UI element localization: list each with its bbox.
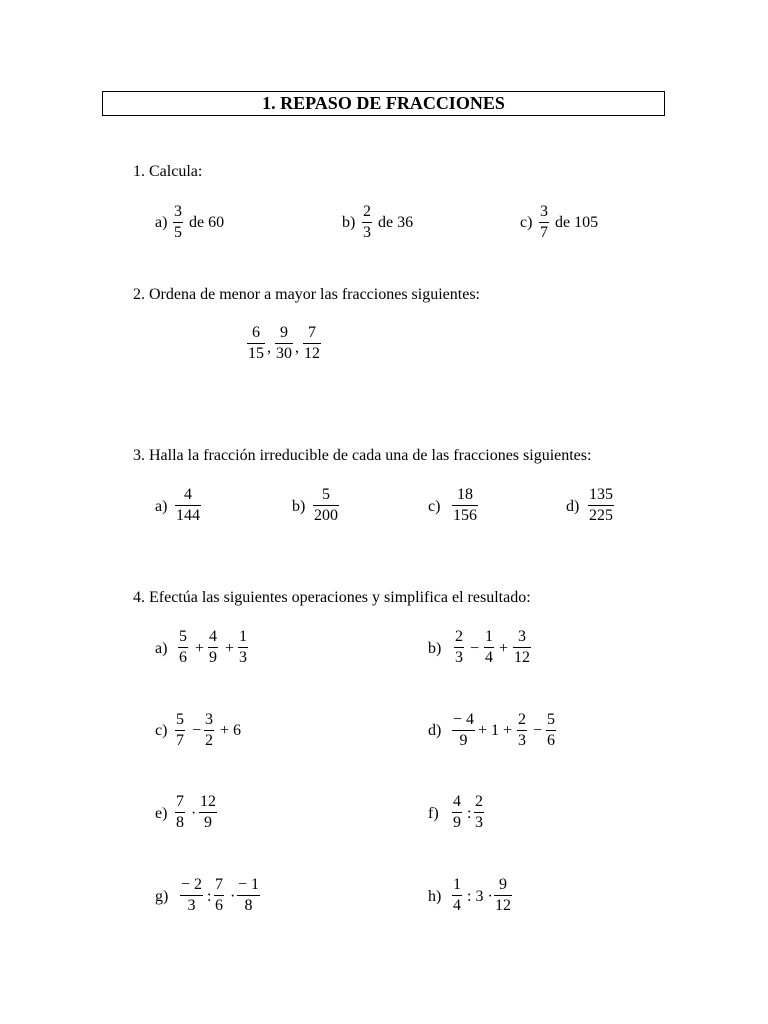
q3-a-label: a) — [155, 498, 168, 515]
q4-d-fraction-3 — [546, 712, 556, 749]
q4-a-operator-2: + — [225, 640, 235, 657]
q4-g-fraction-3 — [237, 877, 260, 914]
q4-d-fraction-2 — [517, 712, 527, 749]
denominator: 7 — [176, 732, 184, 749]
numerator: − 4 — [453, 711, 475, 728]
numerator: 7 — [176, 793, 184, 810]
page-title: 1. REPASO DE FRACCIONES — [262, 93, 505, 113]
q3-d-fraction — [588, 487, 614, 524]
numerator: 3 — [518, 628, 526, 645]
denominator: 15 — [248, 345, 264, 362]
q2-fraction-3 — [303, 325, 321, 362]
q1-c-fraction — [539, 204, 549, 241]
numerator: 2 — [518, 711, 526, 728]
q3-c-label: c) — [428, 498, 441, 515]
denominator: 3 — [363, 224, 371, 241]
denominator: 30 — [276, 345, 292, 362]
numerator: 5 — [322, 486, 330, 503]
q4-e-label: e) — [155, 805, 168, 822]
q4-g-label: g) — [155, 888, 169, 905]
q4-h-fraction-1 — [452, 877, 462, 914]
denominator: 4 — [453, 897, 461, 914]
q4-c-fraction-2 — [204, 712, 214, 749]
question-2-prompt: 2. Ordena de menor a mayor las fracciones siguientes: — [133, 286, 480, 303]
numerator: 4 — [453, 793, 461, 810]
q4-d-middle: + 1 + — [478, 722, 513, 739]
numerator: 2 — [475, 793, 483, 810]
q4-h-middle: : 3 · — [467, 888, 493, 905]
q1-a-text: de 60 — [189, 214, 225, 231]
q4-f-label: f) — [428, 805, 439, 822]
q1-a-fraction — [173, 204, 183, 241]
numerator: 1 — [239, 628, 247, 645]
q1-b-label: b) — [342, 214, 356, 231]
q4-d-label: d) — [428, 722, 442, 739]
denominator: 9 — [459, 732, 468, 749]
q4-c-operator-1: − — [192, 722, 202, 739]
q4-b-fraction-3 — [513, 629, 531, 666]
denominator: 3 — [187, 897, 196, 914]
title-box — [102, 91, 665, 116]
numerator: 2 — [363, 203, 371, 220]
q3-d-label: d) — [566, 498, 580, 515]
q2-comma-1: , — [267, 339, 271, 356]
q4-b-label: b) — [428, 640, 442, 657]
question-4-prompt: 4. Efectúa las siguientes operaciones y simplifica el resultado: — [133, 589, 531, 606]
q4-a-fraction-2 — [208, 629, 218, 666]
q4-e-fraction-2 — [199, 794, 217, 831]
q1-c-text: de 105 — [555, 214, 599, 231]
denominator: 4 — [485, 649, 493, 666]
numerator: 6 — [252, 324, 260, 341]
q4-d-operator-2: − — [533, 722, 543, 739]
q4-f-fraction-2 — [474, 794, 484, 831]
q1-a-label: a) — [155, 214, 168, 231]
q4-e-fraction-1 — [175, 794, 185, 831]
numerator: 135 — [589, 486, 613, 503]
q4-f-operator-1: : — [467, 805, 472, 822]
q4-g-fraction-2 — [214, 877, 224, 914]
q2-fraction-1 — [247, 325, 265, 362]
denominator: 6 — [215, 897, 223, 914]
numerator: 1 — [485, 628, 493, 645]
denominator: 5 — [174, 224, 182, 241]
denominator: 12 — [304, 345, 320, 362]
denominator: 225 — [589, 507, 613, 524]
denominator: 8 — [176, 814, 184, 831]
numerator: 5 — [547, 711, 555, 728]
q3-b-label: b) — [292, 498, 306, 515]
denominator: 6 — [179, 649, 187, 666]
numerator: 4 — [209, 628, 217, 645]
numerator: 4 — [184, 486, 192, 503]
numerator: 9 — [280, 324, 288, 341]
q4-a-fraction-1 — [178, 629, 188, 666]
numerator: 3 — [205, 711, 213, 728]
q4-a-fraction-3 — [238, 629, 248, 666]
q1-c-label: c) — [520, 214, 533, 231]
denominator: 7 — [540, 224, 548, 241]
numerator: 5 — [179, 628, 187, 645]
q4-c-label: c) — [155, 722, 168, 739]
numerator: 7 — [215, 876, 223, 893]
q4-c-fraction-1 — [175, 712, 185, 749]
q2-comma-2: , — [295, 339, 299, 356]
denominator: 2 — [205, 732, 213, 749]
q4-a-label: a) — [155, 640, 168, 657]
q3-c-fraction — [452, 487, 478, 524]
denominator: 9 — [209, 649, 217, 666]
denominator: 156 — [453, 507, 477, 524]
numerator: 18 — [457, 486, 473, 503]
denominator: 3 — [239, 649, 247, 666]
q4-g-operator-2: · — [230, 888, 236, 905]
q4-b-fraction-2 — [484, 629, 494, 666]
q4-h-fraction-2 — [494, 877, 512, 914]
numerator: − 1 — [238, 876, 260, 893]
numerator: 2 — [455, 628, 463, 645]
q4-e-operator-1: · — [191, 805, 197, 822]
q4-g-operator-1: : — [207, 888, 212, 905]
numerator: 7 — [308, 324, 316, 341]
numerator: 9 — [499, 876, 507, 893]
q4-b-operator-1: − — [470, 640, 480, 657]
q4-c-tail: + 6 — [220, 722, 242, 739]
numerator: 3 — [174, 203, 182, 220]
denominator: 3 — [518, 732, 526, 749]
q4-g-fraction-1 — [180, 877, 203, 914]
numerator: 5 — [176, 711, 184, 728]
q4-a-operator-1: + — [195, 640, 205, 657]
q1-b-fraction — [362, 204, 372, 241]
denominator: 144 — [176, 507, 200, 524]
denominator: 6 — [547, 732, 555, 749]
question-1-prompt: 1. Calcula: — [133, 163, 203, 180]
q2-fraction-2 — [275, 325, 293, 362]
denominator: 3 — [475, 814, 483, 831]
q4-b-operator-2: + — [499, 640, 509, 657]
numerator: − 2 — [181, 876, 203, 893]
denominator: 9 — [204, 814, 212, 831]
q4-b-fraction-1 — [454, 629, 464, 666]
q4-d-fraction-1 — [452, 712, 475, 749]
q1-b-text: de 36 — [378, 214, 414, 231]
q3-a-fraction — [175, 487, 201, 524]
q3-b-fraction — [313, 487, 339, 524]
denominator: 9 — [453, 814, 461, 831]
denominator: 12 — [514, 649, 530, 666]
q4-f-fraction-1 — [452, 794, 462, 831]
question-3-prompt: 3. Halla la fracción irreducible de cada una de las fracciones siguientes: — [133, 447, 592, 464]
numerator: 12 — [200, 793, 216, 810]
denominator: 8 — [244, 897, 253, 914]
numerator: 3 — [540, 203, 548, 220]
denominator: 3 — [455, 649, 463, 666]
q4-h-label: h) — [428, 888, 442, 905]
denominator: 12 — [495, 897, 511, 914]
denominator: 200 — [314, 507, 338, 524]
numerator: 1 — [453, 876, 461, 893]
